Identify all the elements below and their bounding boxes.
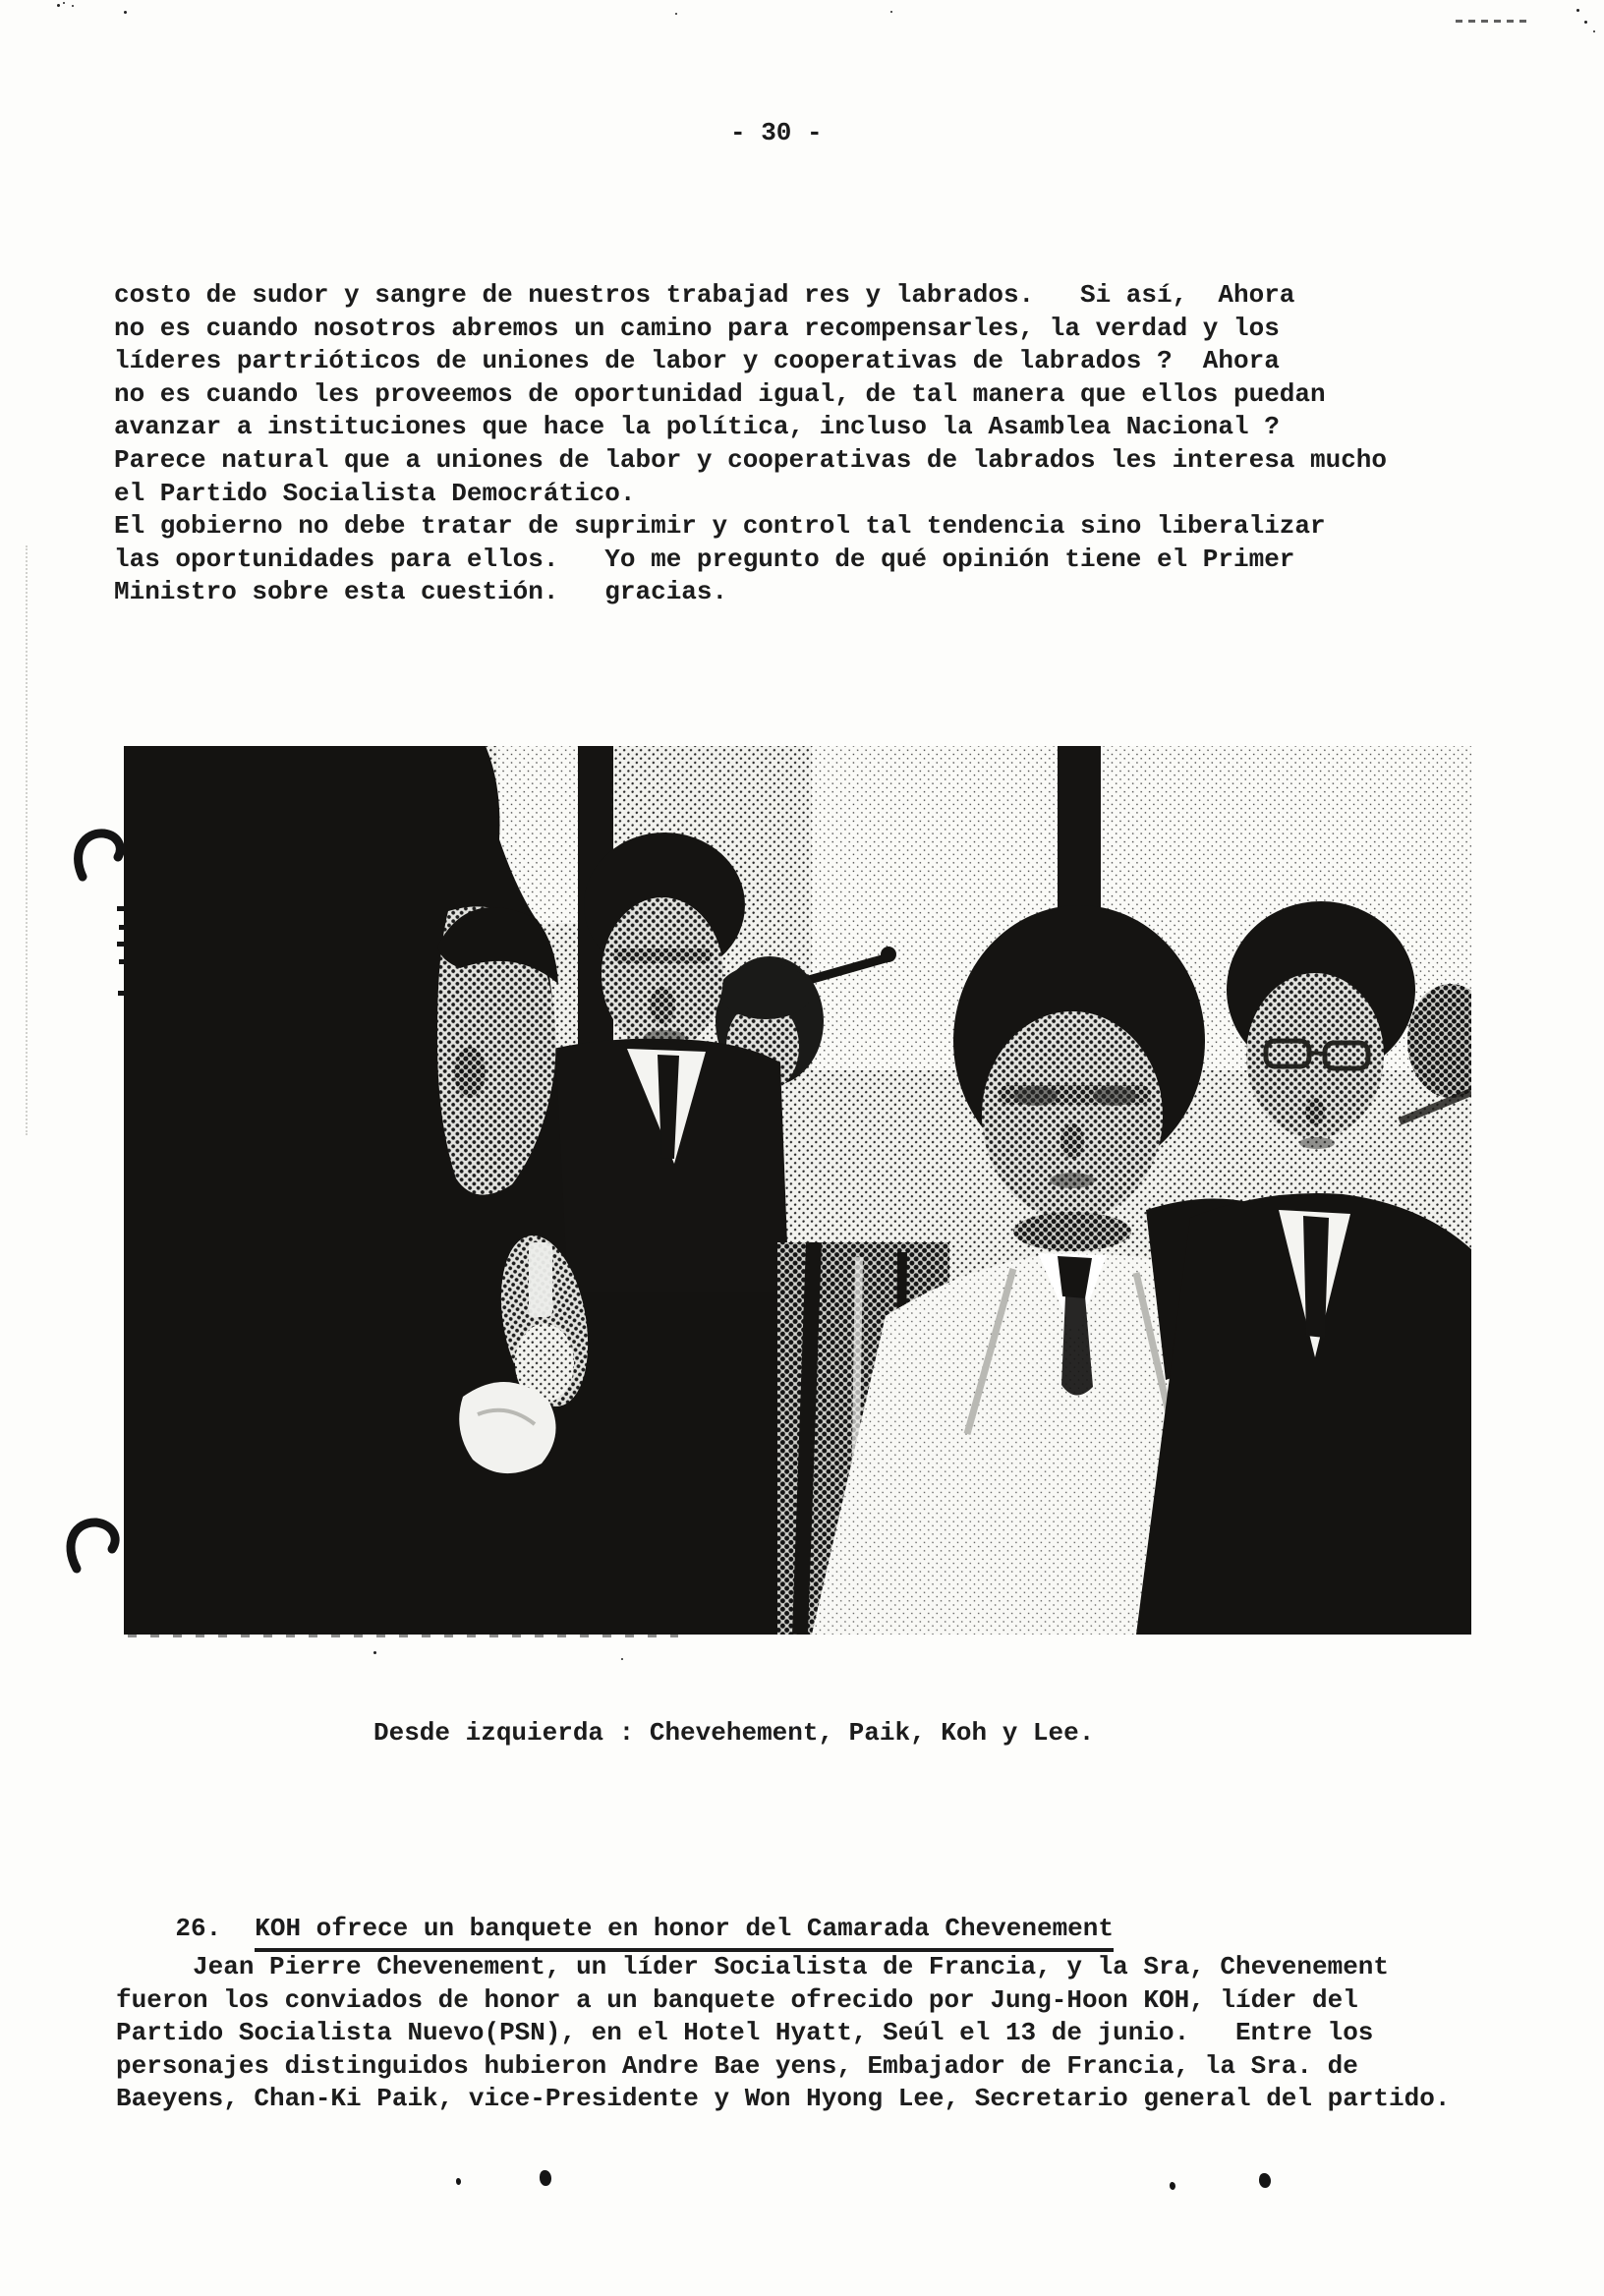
page-number: - 30 - — [730, 118, 823, 147]
photograph — [124, 746, 1471, 1635]
paragraph-line: Partido Socialista Nuevo(PSN), en el Hotel Hyatt, Seúl el 13 de junio. Entre los — [116, 2018, 1374, 2048]
paragraph-line: avanzar a instituciones que hace la política, incluso la Asamblea Nacional ? — [114, 412, 1280, 442]
scan-speck — [57, 4, 60, 7]
scan-artifact-hook-mark — [69, 826, 128, 896]
scan-speck — [621, 1658, 623, 1660]
question-paragraph — [114, 279, 1387, 609]
scan-speck — [72, 5, 74, 7]
scan-speck — [675, 13, 677, 15]
paragraph-line: líderes partrióticos de uniones de labor y cooperativas de labrados ? Ahora — [114, 346, 1280, 376]
ink-blot — [1170, 2182, 1175, 2190]
paragraph-line: Jean Pierre Chevenement, un líder Socialista de Francia, y la Sra, Chevenement — [116, 1952, 1390, 1981]
scan-artifact-dashes — [1456, 20, 1532, 23]
paragraph-line: el Partido Socialista Democrático. — [114, 478, 636, 508]
scan-edge-tick — [117, 906, 125, 911]
photo-illustration — [124, 746, 1471, 1635]
scan-edge-tick — [118, 991, 126, 996]
scan-speck — [1593, 30, 1595, 32]
scan-artifact-dotted-edge — [26, 545, 28, 1135]
paragraph-line: Ministro sobre esta cuestión. gracias. — [114, 577, 728, 607]
paragraph-line: no es cuando nosotros abremos un camino para recompensarles, la verdad y los — [114, 313, 1280, 343]
paragraph-line: Baeyens, Chan-Ki Paik, vice-Presidente y Won Hyong Lee, Secretario general del partido. — [116, 2084, 1451, 2114]
paragraph-line: Parece natural que a uniones de labor y cooperativas de labrados les interesa mucho — [114, 444, 1388, 475]
scan-artifact-photo-fringe — [128, 1635, 678, 1637]
banquet-paragraph — [116, 1951, 1450, 2116]
scan-speck — [1584, 21, 1587, 24]
scan-speck — [63, 2, 65, 4]
scan-edge-tick — [119, 925, 127, 930]
section-number: 26. — [175, 1914, 222, 1943]
scan-edge-tick — [117, 942, 125, 947]
paragraph-line: personajes distinguidos hubieron Andre Bae yens, Embajador de Francia, la Sra. de — [116, 2050, 1358, 2081]
scan-speck — [890, 11, 892, 13]
paragraph-line: fueron los conviados de honor a un banquete ofrecido por Jung-Hoon KOH, líder del — [116, 1984, 1358, 2015]
paragraph-line: El gobierno no debe tratar de suprimir y control tal tendencia sino liberalizar — [114, 511, 1326, 542]
paragraph-line: las oportunidades para ellos. Yo me pregunto de qué opinión tiene el Primer — [114, 544, 1295, 574]
paragraph-line: costo de sudor y sangre de nuestros trabajad res y labrados. Si así, Ahora — [114, 280, 1295, 310]
scan-speck — [373, 1651, 376, 1654]
section-title: KOH ofrece un banquete en honor del Camarada Chevenement — [255, 1914, 1114, 1952]
scan-speck — [1576, 9, 1579, 12]
foreground-dark-mass — [124, 1292, 777, 1635]
ink-blot — [540, 2170, 551, 2186]
ink-blot — [1259, 2173, 1271, 2188]
scan-speck — [124, 11, 127, 14]
scan-artifact-hook-mark — [61, 1514, 124, 1588]
paragraph-line: no es cuando les proveemos de oportunidad igual, de tal manera que ellos puedan — [114, 378, 1326, 409]
scan-edge-tick — [119, 959, 127, 964]
ink-blot — [456, 2178, 461, 2185]
photo-caption: Desde izquierda : Chevehement, Paik, Koh y Lee. — [373, 1718, 1095, 1748]
